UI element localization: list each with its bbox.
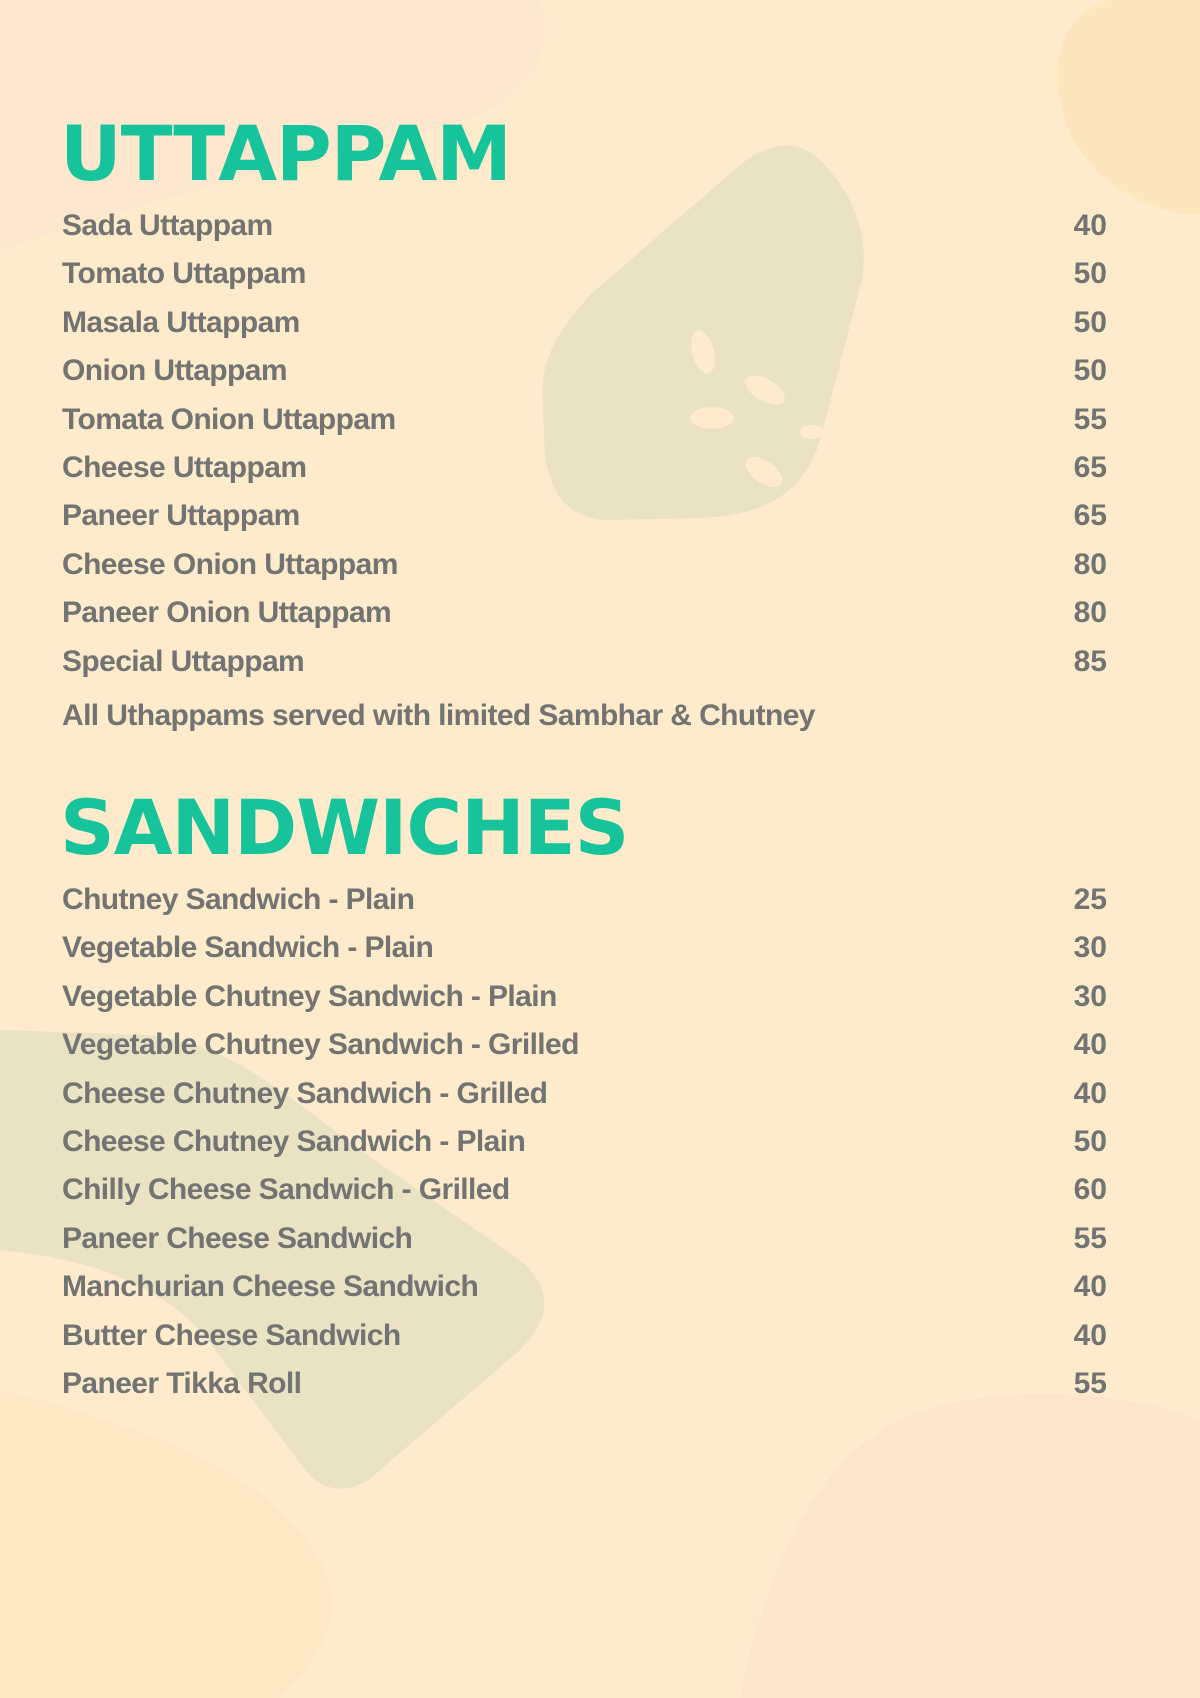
item-price: 50 <box>1073 305 1107 339</box>
menu-item <box>62 354 1107 402</box>
item-name: Special Uttappam <box>62 644 305 678</box>
section-title-uttappam: UTTAPPAM <box>60 109 511 198</box>
item-price: 40 <box>1073 1270 1107 1304</box>
item-price: 80 <box>1073 547 1107 581</box>
menu-item <box>62 980 1107 1028</box>
item-name: Sada Uttappam <box>62 209 273 242</box>
item-price: 40 <box>1073 1076 1107 1110</box>
bottom-right-light-blob <box>740 1394 1200 1698</box>
item-name: Paneer Uttappam <box>62 499 300 533</box>
item-price: 85 <box>1073 644 1107 678</box>
item-name: Vegetable Chutney Sandwich - Plain <box>62 979 557 1013</box>
section-title-sandwiches: SANDWICHES <box>60 783 629 872</box>
item-price: 55 <box>1073 1366 1107 1400</box>
item-name: Cheese Chutney Sandwich - Plain <box>62 1124 526 1158</box>
menu-item <box>62 306 1107 354</box>
menu-item <box>62 1270 1107 1318</box>
item-price: 50 <box>1073 257 1107 291</box>
menu-item <box>62 1125 1107 1173</box>
item-name: Tomato Uttappam <box>62 257 306 291</box>
menu-item <box>62 1028 1107 1076</box>
uttappam-serving-note: All Uthappams served with limited Sambhar & Chutney <box>62 699 815 732</box>
item-name: Paneer Tikka Roll <box>62 1366 302 1400</box>
item-name: Vegetable Sandwich - Plain <box>62 931 434 965</box>
menu-item <box>62 499 1107 547</box>
item-price: 55 <box>1073 1221 1107 1255</box>
menu-item <box>62 1319 1107 1367</box>
menu-item <box>62 596 1107 644</box>
menu-item <box>62 209 1107 257</box>
item-price: 65 <box>1073 499 1107 533</box>
sandwiches-list <box>62 883 1107 1415</box>
item-price: 80 <box>1073 596 1107 630</box>
item-name: Onion Uttappam <box>62 354 287 388</box>
menu-item <box>62 403 1107 451</box>
item-price: 25 <box>1073 883 1107 916</box>
item-price: 40 <box>1073 1028 1107 1062</box>
menu-item <box>62 1077 1107 1125</box>
menu-item <box>62 1173 1107 1221</box>
top-right-yellow-blob <box>1058 0 1200 215</box>
item-name: Vegetable Chutney Sandwich - Grilled <box>62 1028 579 1062</box>
item-name: Cheese Onion Uttappam <box>62 547 398 581</box>
item-name: Cheese Uttappam <box>62 450 307 484</box>
item-name: Paneer Cheese Sandwich <box>62 1221 413 1255</box>
menu-item <box>62 548 1107 596</box>
menu-item <box>62 451 1107 499</box>
item-name: Paneer Onion Uttappam <box>62 596 392 630</box>
item-name: Masala Uttappam <box>62 305 300 339</box>
menu-item <box>62 883 1107 931</box>
item-name: Chilly Cheese Sandwich - Grilled <box>62 1173 510 1207</box>
item-name: Butter Cheese Sandwich <box>62 1318 401 1352</box>
uttappam-list <box>62 209 1107 693</box>
menu-item <box>62 257 1107 305</box>
item-price: 65 <box>1073 450 1107 484</box>
menu-item <box>62 1367 1107 1415</box>
item-name: Manchurian Cheese Sandwich <box>62 1270 479 1304</box>
menu-item <box>62 645 1107 693</box>
item-name: Tomata Onion Uttappam <box>62 402 396 436</box>
item-price: 30 <box>1073 931 1107 965</box>
item-name: Cheese Chutney Sandwich - Grilled <box>62 1076 548 1110</box>
menu-item <box>62 1222 1107 1270</box>
item-price: 30 <box>1073 979 1107 1013</box>
item-price: 50 <box>1073 354 1107 388</box>
item-name: Chutney Sandwich - Plain <box>62 883 415 916</box>
item-price: 60 <box>1073 1173 1107 1207</box>
item-price: 55 <box>1073 402 1107 436</box>
menu-item <box>62 931 1107 979</box>
item-price: 50 <box>1073 1124 1107 1158</box>
item-price: 40 <box>1073 1318 1107 1352</box>
item-price: 40 <box>1073 209 1107 242</box>
